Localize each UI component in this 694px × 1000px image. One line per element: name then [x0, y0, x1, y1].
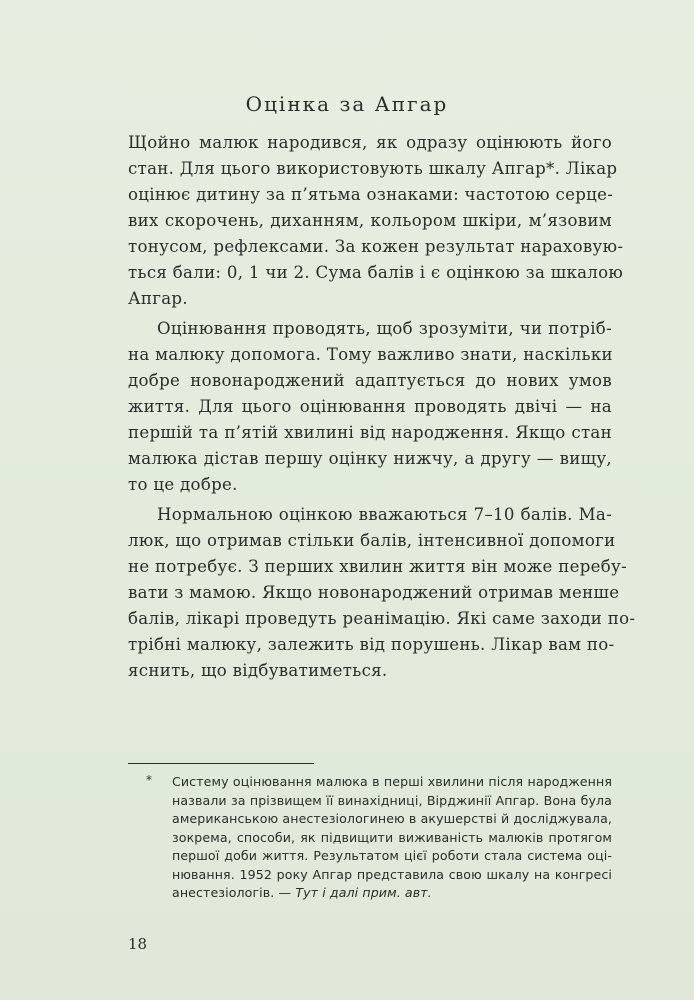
footnote-line: американською анестезіологинею в акушерстві й досліджувала, — [172, 811, 612, 826]
text-line: добре новонароджений адаптується до нових умов — [128, 371, 612, 390]
footnote-line: зокрема, способи, як підвищити виживаність малюків протягом — [172, 829, 612, 845]
text-line: життя. Для цього оцінювання проводять двічі — на — [128, 397, 612, 416]
footnote-line: нювання. 1952 року Апгар представила свою шкалу на конгресі — [172, 866, 612, 882]
text-line: вати з мамою. Якщо новонароджений отримав менше — [128, 583, 620, 602]
text-line: оцінює дитину за п’ятьма ознаками: частотою серце- — [128, 185, 614, 204]
footnote-divider — [128, 763, 314, 764]
footnote-line: Систему оцінювання малюка в перші хвилини після народження — [172, 774, 612, 789]
text-line: люк, що отримав стільки балів, інтенсивної допомоги — [128, 531, 616, 550]
footnote-last-line — [128, 884, 612, 903]
text-line: стан. Для цього використовують шкалу Апгар*. Лікар — [128, 159, 618, 178]
text-line: трібні малюку, залежить від порушень. Лікар вам по- — [128, 635, 615, 654]
text-line: балів, лікарі проведуть реанімацію. Які саме заходи по- — [128, 609, 636, 628]
body-text — [128, 130, 636, 684]
text-line: не потребує. З перших хвилин життя він може перебу- — [128, 557, 628, 576]
text-line: Щойно малюк народився, як одразу оцінюють його — [128, 133, 612, 152]
text-line: то це добре. — [128, 475, 238, 494]
text-line: Оцінювання проводять, щоб зрозуміти, чи потріб- — [157, 319, 612, 338]
footnote-marker: * — [146, 773, 153, 787]
text-line: малюка дістав першу оцінку нижчу, а другу — вищу, — [128, 449, 612, 468]
text-line: Апгар. — [128, 289, 188, 308]
page-number: 18 — [128, 935, 148, 953]
footnote-author-note: Тут і далі прим. авт. — [295, 885, 432, 900]
section-title: Оцінка за Апгар — [245, 92, 449, 116]
footnote-line: першої доби життя. Результатом цієї роботи стала система оці- — [172, 848, 612, 863]
text-line: тонусом, рефлексами. За кожен результат нараховую- — [128, 237, 624, 256]
text-line: вих скорочень, диханням, кольором шкіри, м’язовим — [128, 211, 612, 230]
footnote-line: назвали за прізвищем її винахідниці, Вірджинії Апгар. Вона була — [172, 792, 612, 808]
text-line: першій та п’ятій хвилині від народження. Якщо стан — [128, 423, 612, 442]
footnote — [128, 773, 612, 903]
text-line: Нормальною оцінкою вважаються 7–10 балів. Ма- — [157, 505, 612, 524]
footnote-last-plain: анестезіологів. — — [172, 885, 296, 900]
text-line: ться бали: 0, 1 чи 2. Сума балів і є оцінкою за шкалою — [128, 263, 624, 282]
text-line: на малюку допомога. Тому важливо знати, наскільки — [128, 345, 613, 364]
text-line: яснить, що відбуватиметься. — [128, 661, 388, 680]
